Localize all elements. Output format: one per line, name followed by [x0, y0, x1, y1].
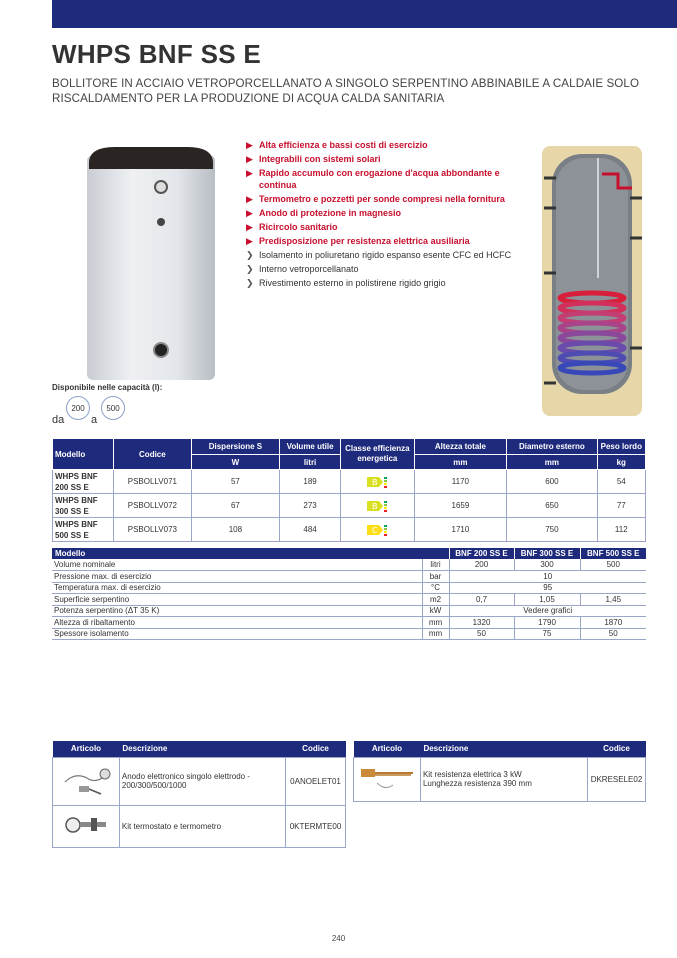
acc-image-cell — [53, 757, 120, 805]
feature-item: ▶ Rapido accumulo con erogazione d'acqua abbondante e continua — [246, 168, 500, 190]
table-row — [53, 494, 646, 518]
acc-col-descrizione: Descrizione — [119, 741, 285, 757]
spec-label: Superficie serpentino — [52, 594, 422, 606]
spec-value: 300 — [514, 559, 580, 571]
table-row — [52, 628, 646, 640]
bullet-arrow-icon: ▶ — [246, 168, 253, 178]
cell-diametro: 650 — [507, 494, 597, 518]
model-code: PSBOLLV071 — [113, 470, 191, 494]
table-row — [52, 582, 646, 594]
spec-unit: mm — [422, 617, 449, 629]
bullet-chevron-icon: ❯ — [246, 263, 254, 274]
spec-unit: °C — [422, 582, 449, 594]
acc-description-line: Kit resistenza elettrica 3 kW — [422, 770, 522, 779]
spec-value: 10 — [449, 571, 646, 583]
capacity-from-word: da — [52, 414, 65, 426]
accessories-table-left — [52, 741, 346, 848]
cutaway-image — [538, 138, 646, 418]
feature-item: ▶ Predisposizione per resistenza elettrica ausiliaria — [246, 235, 470, 246]
bullet-arrow-icon: ▶ — [246, 221, 253, 232]
cell-dispersione: 57 — [191, 470, 279, 494]
acc-description — [420, 757, 587, 801]
spec-value: 200 — [449, 559, 514, 571]
bullet-arrow-icon: ▶ — [246, 154, 253, 164]
table-row — [52, 559, 646, 571]
acc-description: Anodo elettronico singolo elettrodo - 200/300/500/1000 — [119, 757, 285, 805]
acc-col-codice: Codice — [587, 741, 645, 757]
unit-volume: litri — [280, 455, 341, 470]
col-peso: Peso lordo — [597, 439, 645, 455]
col-volume: Volume utile — [280, 439, 341, 455]
cell-dispersione: 67 — [191, 494, 279, 518]
cell-altezza: 1710 — [414, 518, 507, 542]
capacity-to-word: a — [91, 414, 98, 426]
acc-code: DKRESELE02 — [587, 757, 645, 801]
heater-icon — [359, 761, 415, 795]
cell-energy-class — [341, 518, 415, 542]
cell-volume: 189 — [280, 470, 341, 494]
col-altezza: Altezza totale — [414, 439, 507, 455]
unit-peso: kg — [597, 455, 645, 470]
feature-list — [246, 140, 536, 292]
cell-altezza: 1170 — [414, 470, 507, 494]
energy-label-icon — [366, 475, 388, 489]
bullet-arrow-icon: ▶ — [246, 140, 253, 150]
cell-peso: 112 — [597, 518, 645, 542]
acc-code: 0KTERMTE00 — [286, 805, 346, 847]
energy-label-icon — [366, 523, 388, 537]
spec-value: 1,05 — [514, 594, 580, 606]
specs-table — [52, 548, 646, 640]
unit-diametro: mm — [507, 455, 597, 470]
spec-value: 1870 — [580, 617, 646, 629]
cell-dispersione: 108 — [191, 518, 279, 542]
col-classe: Classe efficienza energetica — [341, 439, 415, 470]
feature-item: ▶ Anodo di protezione in magnesio — [246, 207, 402, 218]
cell-volume: 273 — [280, 494, 341, 518]
acc-code: 0ANOELET01 — [286, 757, 346, 805]
spec-value: Vedere grafici — [449, 605, 646, 617]
table-row — [52, 594, 646, 606]
spec-unit: m2 — [422, 594, 449, 606]
bullet-arrow-icon: ▶ — [246, 207, 253, 218]
thermostat-icon — [61, 810, 111, 840]
table-row — [52, 605, 646, 617]
spec-label: Volume nominale — [52, 559, 422, 571]
bullet-arrow-icon: ▶ — [246, 193, 253, 204]
energy-class-letter: B — [372, 501, 378, 511]
boiler-image — [75, 135, 235, 385]
cell-energy-class — [341, 494, 415, 518]
top-band — [52, 0, 677, 28]
cell-peso: 54 — [597, 470, 645, 494]
spec-value: 95 — [449, 582, 646, 594]
spec-unit: litri — [422, 559, 449, 571]
spec-value: 50 — [449, 628, 514, 640]
spec-value: 0,7 — [449, 594, 514, 606]
table-row — [53, 518, 646, 542]
anode-icon — [61, 762, 111, 798]
acc-col-articolo: Articolo — [354, 741, 421, 757]
unit-dispersione: W — [191, 455, 279, 470]
bullet-chevron-icon: ❯ — [246, 249, 254, 260]
acc-col-codice: Codice — [286, 741, 346, 757]
spec-value: 75 — [514, 628, 580, 640]
col-modello: Modello — [53, 439, 114, 470]
unit-altezza: mm — [414, 455, 507, 470]
spec-unit: mm — [422, 628, 449, 640]
feature-item: ▶ Integrabili con sistemi solari — [246, 154, 381, 164]
energy-class-letter: C — [372, 525, 378, 535]
capacity-range — [52, 396, 172, 430]
page-subtitle: BOLLITORE IN ACCIAIO VETROPORCELLANATO A SINGOLO SERPENTINO ABBINABILE A CALDAIE SOLO RISCALDAMENTO PER LA PRODUZIONE DI ACQUA CALDA SANITARIA — [52, 77, 640, 105]
spec-label: Temperatura max. di esercizio — [52, 582, 422, 594]
col-dispersione: Dispersione S — [191, 439, 279, 455]
bullet-chevron-icon: ❯ — [246, 277, 254, 288]
cell-diametro: 750 — [507, 518, 597, 542]
acc-col-descrizione: Descrizione — [420, 741, 587, 757]
models-table — [52, 438, 646, 542]
spec-label: Altezza di ribaltamento — [52, 617, 422, 629]
specs-col-200: BNF 200 SS E — [449, 548, 514, 559]
feature-item: ❯ Isolamento in poliuretano rigido espanso esente CFC ed HCFC — [246, 249, 512, 260]
table-row — [52, 571, 646, 583]
specs-header-label: Modello — [52, 548, 449, 559]
capacity-min-badge: 200 — [66, 396, 90, 420]
spec-label: Potenza serpentino (ΔT 35 K) — [52, 605, 422, 617]
spec-unit: bar — [422, 571, 449, 583]
capacity-label: Disponibile nelle capacità (l): — [52, 383, 163, 392]
cell-volume: 484 — [280, 518, 341, 542]
spec-value: 50 — [580, 628, 646, 640]
cell-diametro: 600 — [507, 470, 597, 494]
accessories-table-right — [353, 741, 646, 802]
acc-image-cell — [354, 757, 421, 801]
spec-value: 1320 — [449, 617, 514, 629]
specs-col-500: BNF 500 SS E — [580, 548, 646, 559]
spec-label: Pressione max. di esercizio — [52, 571, 422, 583]
cell-energy-class — [341, 470, 415, 494]
feature-item: ▶ Termometro e pozzetti per sonde compresi nella fornitura — [246, 193, 505, 204]
model-name: WHPS BNF 200 SS E — [53, 470, 114, 494]
spec-label: Spessore isolamento — [52, 628, 422, 640]
page-title: WHPS BNF SS E — [52, 39, 262, 69]
bullet-arrow-icon: ▶ — [246, 235, 253, 246]
cell-peso: 77 — [597, 494, 645, 518]
acc-description: Kit termostato e termometro — [119, 805, 285, 847]
feature-item: ▶ Alta efficienza e bassi costi di esercizio — [246, 140, 428, 150]
feature-item: ❯ Rivestimento esterno in polistirene rigido grigio — [246, 277, 446, 288]
col-codice: Codice — [113, 439, 191, 470]
feature-item: ❯ Interno vetroporcellanato — [246, 263, 359, 274]
acc-description-line: Lunghezza resistenza 390 mm — [422, 779, 532, 788]
feature-item: ▶ Ricircolo sanitario — [246, 221, 338, 232]
table-row — [53, 757, 346, 805]
table-row — [53, 805, 346, 847]
table-row — [354, 757, 646, 801]
table-row — [53, 470, 646, 494]
model-code: PSBOLLV072 — [113, 494, 191, 518]
model-name: WHPS BNF 500 SS E — [53, 518, 114, 542]
energy-class-letter: B — [372, 477, 378, 487]
col-diametro: Diametro esterno — [507, 439, 597, 455]
spec-value: 1790 — [514, 617, 580, 629]
specs-col-300: BNF 300 SS E — [514, 548, 580, 559]
page-number: 240 — [331, 934, 346, 943]
acc-image-cell — [53, 805, 120, 847]
spec-unit: kW — [422, 605, 449, 617]
spec-value: 1,45 — [580, 594, 646, 606]
model-name: WHPS BNF 300 SS E — [53, 494, 114, 518]
table-row — [52, 617, 646, 629]
energy-label-icon — [366, 499, 388, 513]
model-code: PSBOLLV073 — [113, 518, 191, 542]
capacity-max-badge: 500 — [101, 396, 125, 420]
spec-value: 500 — [580, 559, 646, 571]
cell-altezza: 1659 — [414, 494, 507, 518]
acc-col-articolo: Articolo — [53, 741, 120, 757]
